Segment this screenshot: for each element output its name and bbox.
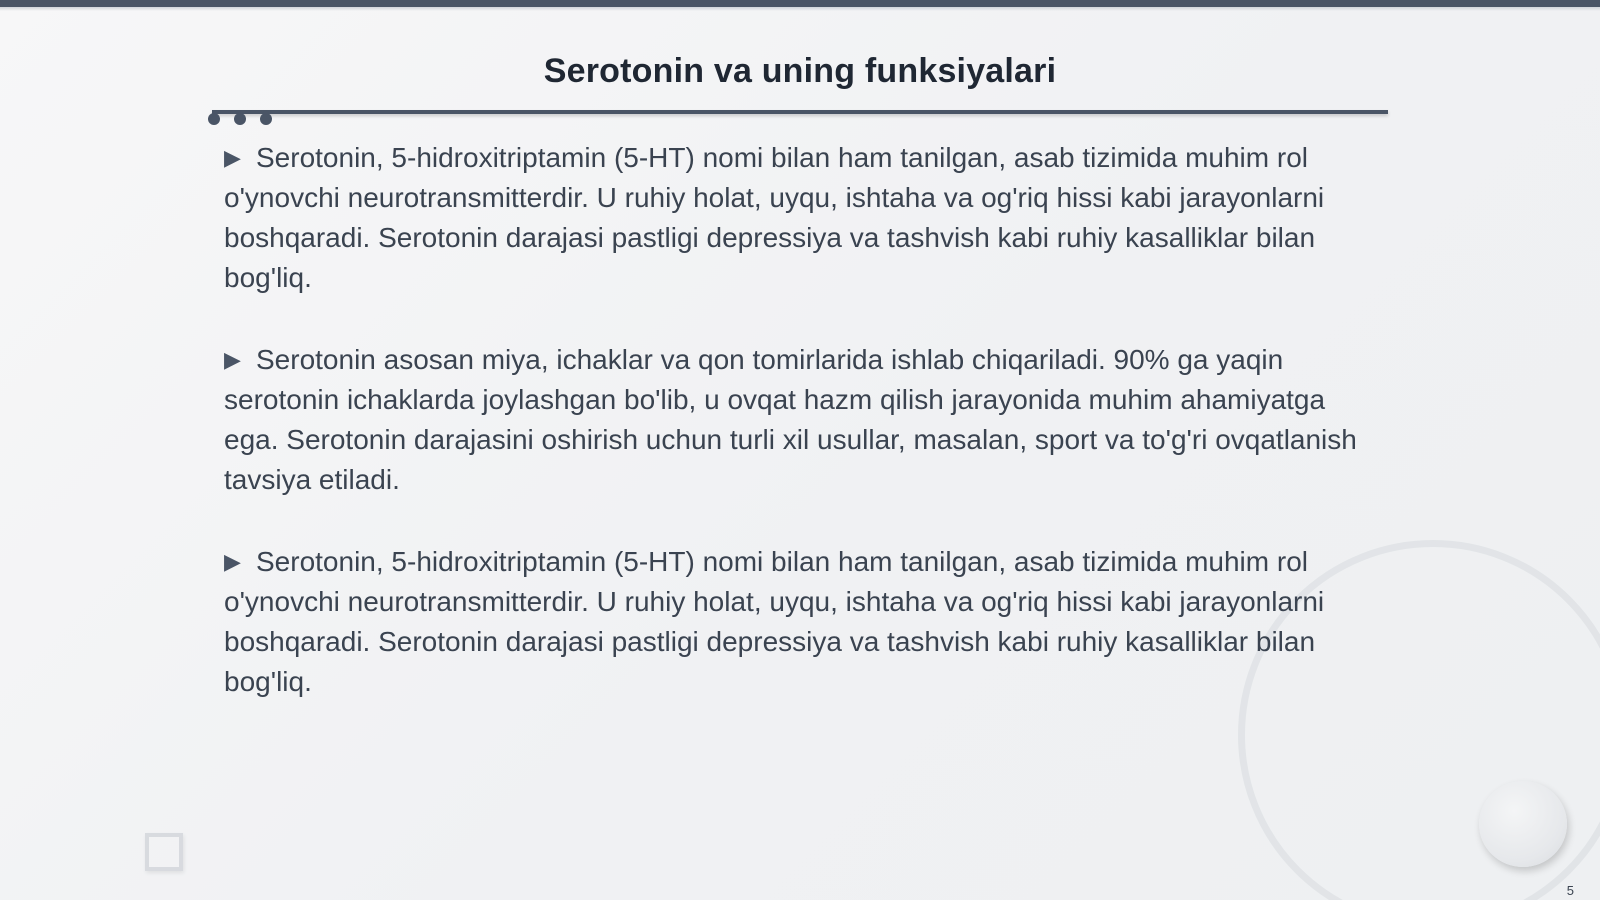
decorative-circle [1479,781,1567,867]
paragraph-text: Serotonin, 5-hidroxitriptamin (5-HT) nomi bilan ham tanilgan, asab tizimida muhim rol o'ynovchi neurotransmitterdir. U ruhiy holat, uyqu, ishtaha va og'riq hissi kabi jarayonlarni boshqaradi. Serotonin darajasi pastligi depressiya va tashvish kabi ruhiy kasalliklar bilan bog'liq. [224,546,1325,697]
top-accent-shadow [0,7,1600,11]
bullet-arrow-icon: ▶ [224,549,241,574]
bullet-arrow-icon: ▶ [224,145,241,170]
title-dot-3 [260,113,272,125]
decorative-square [145,833,183,871]
title-dot-2 [234,113,246,125]
bullet-paragraph-3[interactable] [224,542,1374,702]
title-underline [212,110,1388,114]
paragraph-text: Serotonin asosan miya, ichaklar va qon tomirlarida ishlab chiqariladi. 90% ga yaqin serotonin ichaklarda joylashgan bo'lib, u ovqat hazm qilish jarayonida muhim ahamiyatga ega. Serotonin darajasini oshirish uchun turli xil usullar, masalan, sport va to'g'ri ovqatlanish tavsiya etiladi. [224,344,1357,495]
bullet-paragraph-1[interactable] [224,138,1374,298]
title-dot-1 [208,113,220,125]
paragraph-text: Serotonin, 5-hidroxitriptamin (5-HT) nomi bilan ham tanilgan, asab tizimida muhim rol o'ynovchi neurotransmitterdir. U ruhiy holat, uyqu, ishtaha va og'riq hissi kabi jarayonlarni boshqaradi. Serotonin darajasi pastligi depressiya va tashvish kabi ruhiy kasalliklar bilan bog'liq. [224,142,1325,293]
slide-title[interactable]: Serotonin va uning funksiyalari [543,52,1057,90]
page-number: 5 [1566,883,1574,898]
slide-body[interactable] [224,138,1374,744]
top-accent-bar [0,0,1600,7]
bullet-arrow-icon: ▶ [224,347,241,372]
bullet-paragraph-2[interactable] [224,340,1374,500]
